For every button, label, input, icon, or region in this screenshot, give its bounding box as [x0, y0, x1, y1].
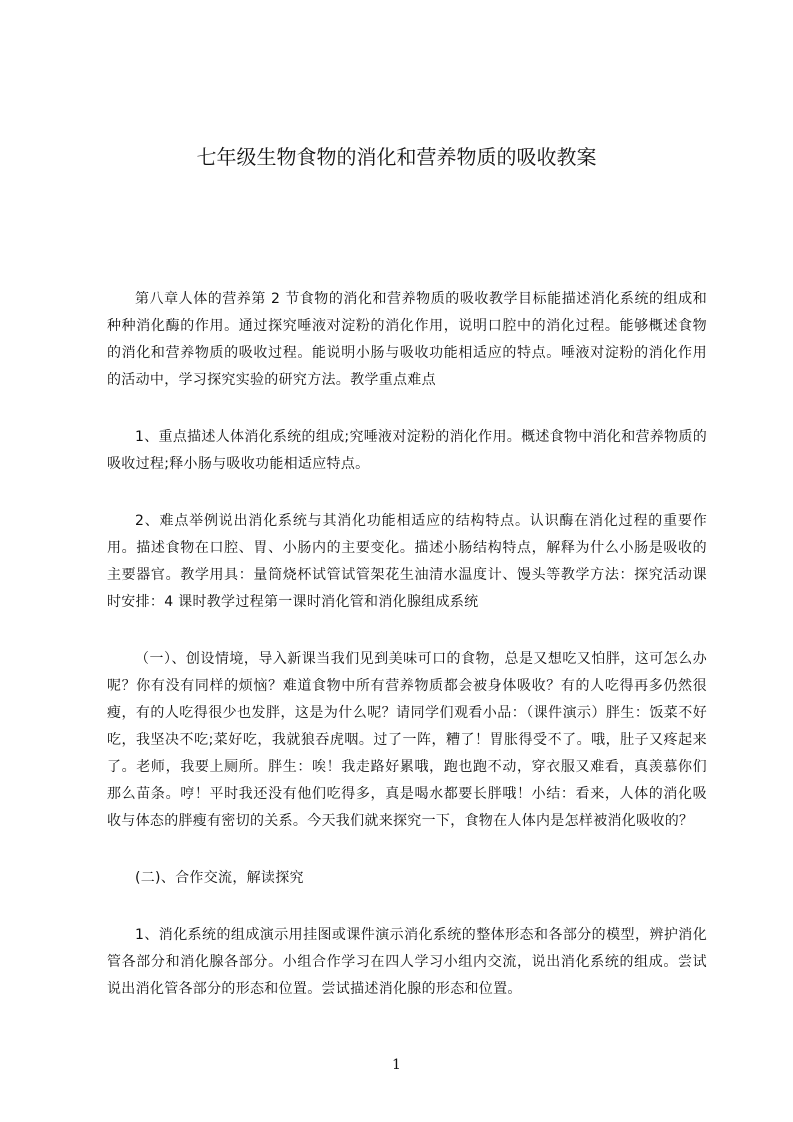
page-number: 1 — [392, 1057, 401, 1073]
paragraph-digestive-system: 1、消化系统的组成演示用挂图或课件演示消化系统的整体形态和各部分的模型，辨护消化管各部分和消化腺各部分。小组合作学习在四人学习小组内交流，说出消化系统的组成。尝试说出消化管各部分的形态和位置。尝试描述消化腺的形态和位置。 — [107, 927, 707, 997]
document-title: 七年级生物食物的消化和营养物质的吸收教案 — [196, 145, 597, 169]
paragraph-difficulties: 2、难点举例说出消化系统与其消化功能相适应的结构特点。认识酶在消化过程的重要作用。描述食物在口腔、胃、小肠内的主要变化。描述小肠结构特点，解释为什么小肠是吸收的主要器官。教学用具：量筒烧杯试管试管架花生油清水温度计、馒头等教学方法：探究活动课时安排：4 课时教学过程第一课时消化管和消化腺组成系统 — [107, 513, 707, 610]
document-body — [107, 286, 707, 1033]
paragraph-introduction: （一）、创设情境，导入新课当我们见到美味可口的食物，总是又想吃又怕胖，这可怎么办呢？你有没有同样的烦恼？难道食物中所有营养物质都会被身体吸收？有的人吃得再多仍然很瘦，有的人吃得很少也发胖，这是为什么呢？请同学们观看小品：（课件演示）胖生：饭菜不好吃，我坚决不吃;菜好吃，我就狼吞虎咽。过了一阵，糟了！胃胀得受不了。哦，肚子又疼起来了。老师，我要上厕所。胖生：唉！我走路好累哦，跑也跑不动，穿衣服又难看，真羡慕你们那么苗条。哼！平时我还没有他们吃得多，真是喝水都要长胖哦！小结：看来，人体的消化吸收与体态的胖瘦有密切的关系。今天我们就来探究一下，食物在人体内是怎样被消化吸收的？ — [107, 651, 707, 829]
paragraph-section-heading: (二)、合作交流，解读探究 — [135, 870, 304, 886]
paragraph-objectives: 第八章人体的营养第 2 节食物的消化和营养物质的吸收教学目标能描述消化系统的组成和种种消化酶的作用。通过探究唾液对淀粉的消化作用，说明口腔中的消化过程。能够概述食物的消化和营养物质的吸收过程。能说明小肠与吸收功能相适应的特点。唾液对淀粉的消化作用的活动中，学习探究实验的研究方法。教学重点难点 — [107, 291, 707, 388]
paragraph-key-points: 1、重点描述人体消化系统的组成;究唾液对淀粉的消化作用。概述食物中消化和营养物质的吸收过程;释小肠与吸收功能相适应特点。 — [107, 429, 707, 472]
